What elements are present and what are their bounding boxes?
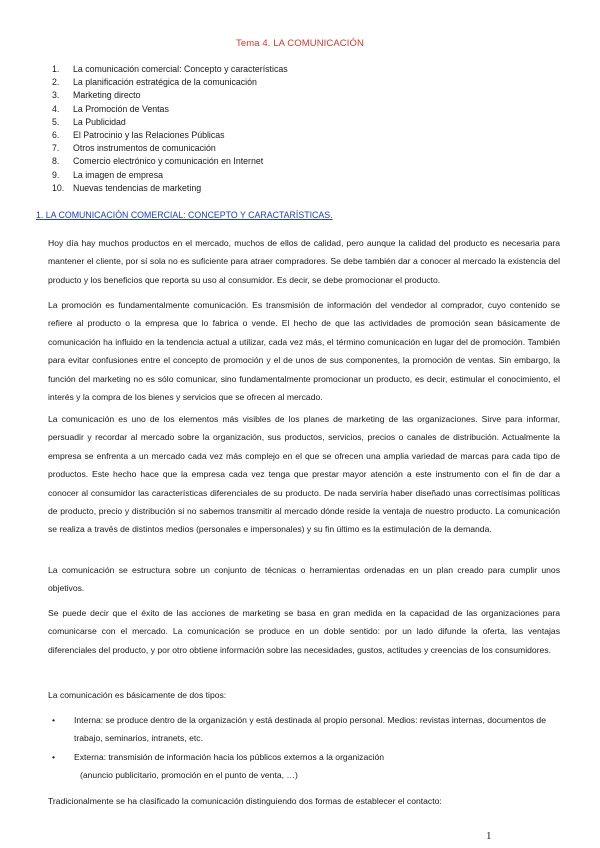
paragraph: La comunicación se estructura sobre un conjunto de técnicas o herramientas ordenadas en un plan creado para cumplir unos objetivos. bbox=[48, 565, 560, 594]
bullet-text: Interna: se produce dentro de la organización y está destinada al propio personal. Medios: revistas internas, documentos de trabajo, seminarios, intranets, etc. bbox=[74, 715, 546, 744]
toc-item bbox=[52, 103, 288, 116]
toc-label: La Publicidad bbox=[73, 116, 126, 127]
toc-number: 5. bbox=[52, 116, 60, 127]
toc-label: La planificación estratégica de la comunicación bbox=[73, 77, 257, 88]
toc-label: Marketing directo bbox=[73, 90, 141, 101]
paragraph: La comunicación es básicamente de dos tipos: bbox=[48, 690, 227, 700]
toc-label: El Patrocinio y las Relaciones Públicas bbox=[73, 130, 225, 141]
toc-number: 10. bbox=[52, 182, 65, 193]
paragraph: Tradicionalmente se ha clasificado la comunicación distinguiendo dos formas de establecer el contacto: bbox=[48, 796, 442, 806]
toc-number: 8. bbox=[52, 156, 60, 167]
toc-item bbox=[52, 76, 288, 89]
paragraph: La comunicación es uno de los elementos más visibles de los planes de marketing de las organizaciones. Sirve para informar, persuadir y recordar al mercado sobre la organización, sus productos, servicios, precios o canales de distribución. Actualmente la empresa se enfrenta a un mercado cada vez más complejo en el que se ofrecen una amplia variedad de marcas para cada tipo de productos. Este hecho hace que la empresa cada vez tenga que prestar mayor atención a este instrumento con el fin de dar a conocer al consumidor las características diferenciales de su producto. De nada serviría haber diseñado unas correctísimas políticas de producto, precio y distribución si no sabemos transmitir al mercado dónde reside la ventaja de nuestro producto. La comunicación se realiza a través de distintos medios (personales e impersonales) y su fin último es la estimulación de la demanda. bbox=[48, 414, 560, 535]
toc-number: 6. bbox=[52, 130, 60, 141]
page-title: Tema 4. LA COMUNICACIÓN bbox=[236, 38, 364, 49]
toc-item bbox=[52, 142, 288, 155]
paragraph: La promoción es fundamentalmente comunicación. Es transmisión de información del vendedor al comprador, cuyo contenido se refiere al producto o la empresa que lo fabrica o vende. El hecho de que las actividades de promoción sean básicamente de comunicación ha influido en la tendencia actual a utilizar, cada vez más, el término comunicación en lugar del de promoción. También para evitar confusiones entre el concepto de promoción y el de unos de sus componentes, la promoción de ventas. Sin embargo, la función del marketing no es sólo comunicar, sino fundamentalmente promocionar un producto, es decir, estimular el conocimiento, el interés y la compra de los bienes y servicios que se ofrecen al mercado. bbox=[48, 300, 560, 403]
section-heading-link[interactable]: 1. LA COMUNICACIÓN COMERCIAL: CONCEPTO Y CARACTARÍSTICAS. bbox=[36, 210, 333, 220]
toc-item bbox=[52, 116, 288, 129]
toc-number: 2. bbox=[52, 77, 60, 88]
bullet-text: Externa: transmisión de información hacia los públicos externos a la organización bbox=[74, 751, 385, 762]
bullet-list bbox=[48, 711, 560, 785]
toc-item bbox=[52, 89, 288, 102]
toc-label: Nuevas tendencias de marketing bbox=[73, 182, 202, 193]
toc-item bbox=[52, 182, 288, 195]
toc-label: La comunicación comercial: Concepto y características bbox=[73, 64, 288, 74]
toc-item bbox=[52, 63, 288, 76]
toc-number: 7. bbox=[52, 143, 60, 154]
toc-item bbox=[52, 129, 288, 142]
toc-number: 1. bbox=[52, 64, 60, 74]
toc-label: La Promoción de Ventas bbox=[73, 103, 169, 114]
toc-item bbox=[52, 169, 288, 182]
toc-label: La imagen de empresa bbox=[73, 169, 163, 180]
toc-label: Otros instrumentos de comunicación bbox=[73, 143, 216, 154]
bullet-icon: • bbox=[52, 715, 56, 725]
bullet-icon: • bbox=[52, 751, 56, 762]
toc-number: 4. bbox=[52, 103, 60, 114]
bullet-continuation-text: (anuncio publicitario, promoción en el punto de venta, …) bbox=[80, 770, 298, 781]
toc-number: 3. bbox=[52, 90, 60, 101]
paragraph: Hoy día hay muchos productos en el mercado, muchos de ellos de calidad, pero aunque la calidad del producto es necesaria para mantener el cliente, por sí sola no es suficiente para atraer compradores. Se debe también dar a conocer al mercado la existencia del producto y los beneficios que reporta su uso al consumidor. Es decir, se debe promocionar el producto. bbox=[48, 238, 560, 285]
page-number: 1 bbox=[486, 830, 492, 842]
bullet-continuation bbox=[48, 766, 560, 784]
paragraph: Se puede decir que el éxito de las acciones de marketing se basa en gran medida en la capacidad de las organizaciones para comunicarse con el mercado. La comunicación se produce en un doble sentido: por un lado difunde la oferta, las ventajas diferenciales del producto, y por otro obtiene información sobre las necesidades, gustos, actitudes y creencias de los consumidores. bbox=[48, 608, 560, 655]
toc-label: Comercio electrónico y comunicación en Internet bbox=[73, 156, 264, 167]
table-of-contents bbox=[52, 63, 288, 195]
toc-number: 9. bbox=[52, 169, 60, 180]
bullet-item bbox=[48, 748, 560, 766]
bullet-item bbox=[48, 711, 560, 748]
toc-item bbox=[52, 155, 288, 168]
